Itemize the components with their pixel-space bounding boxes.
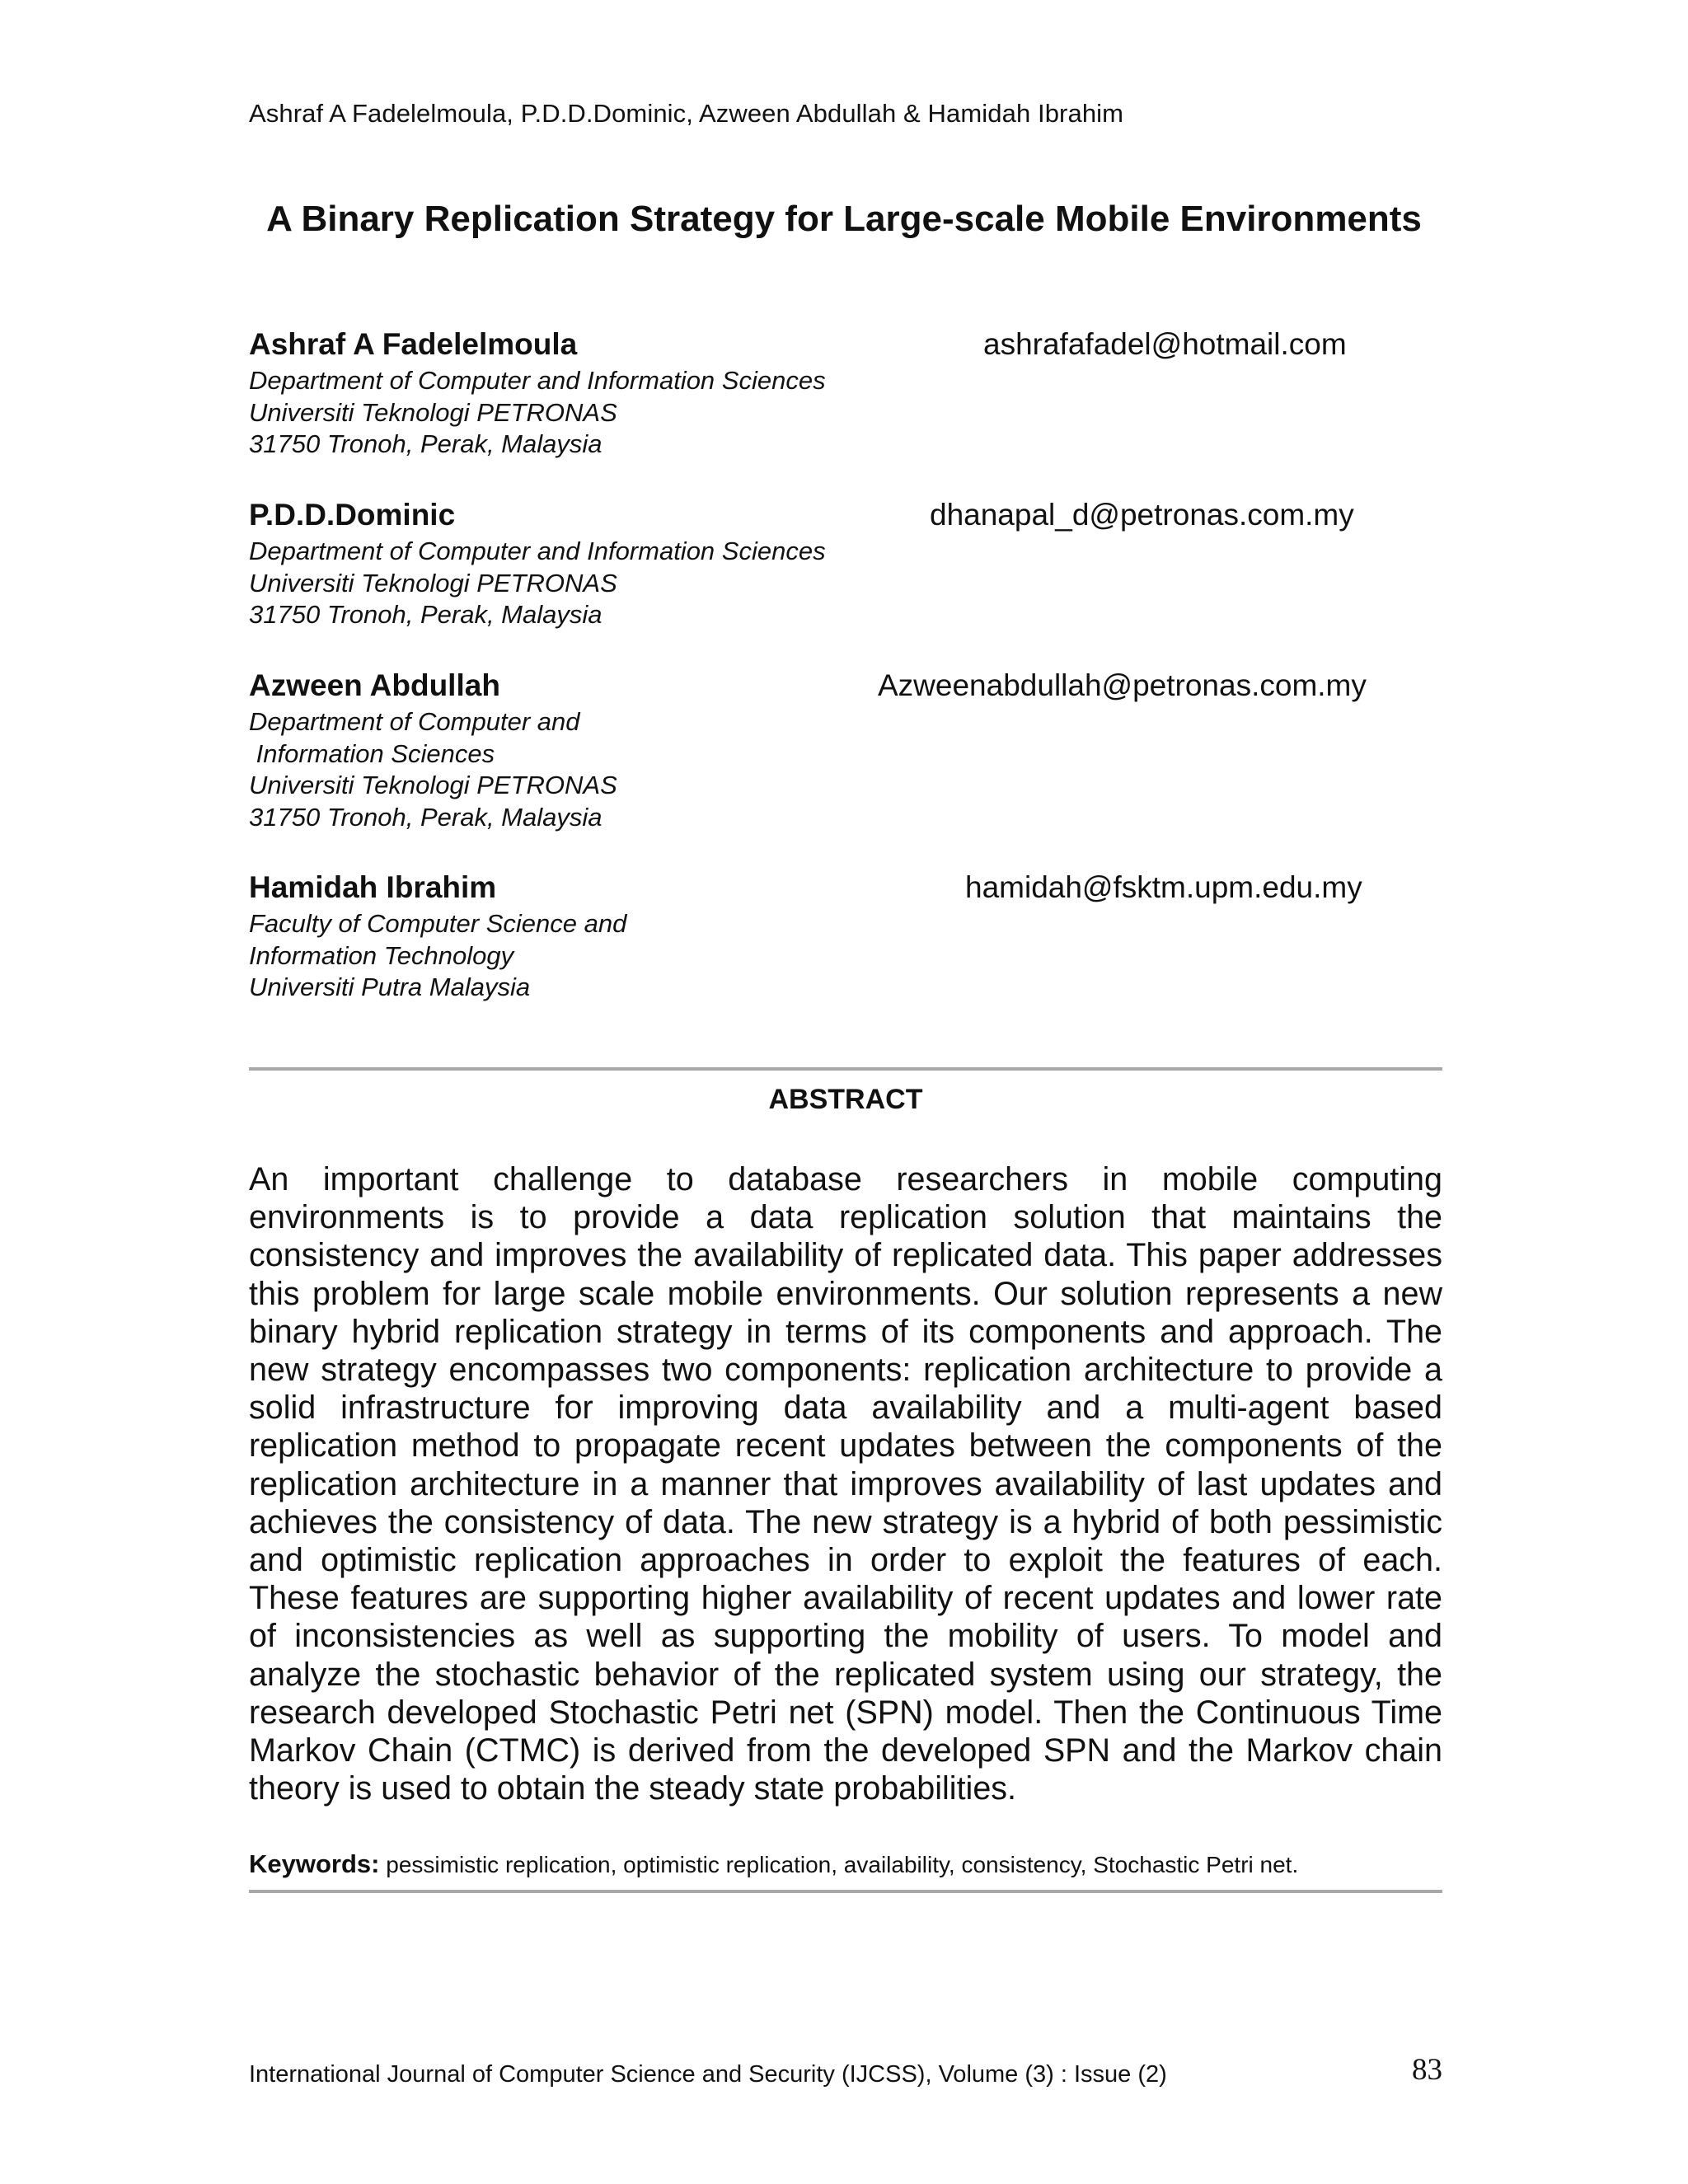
author-affiliation: Department of Computer and Information Sciences Universiti Teknologi PETRONAS 31750 Tronoh, Perak, Malaysia — [249, 537, 826, 629]
author-email[interactable]: Azweenabdullah@petronas.com.my — [878, 668, 1367, 702]
paper-title — [247, 196, 1441, 241]
journal-footer: International Journal of Computer Science and Security (IJCSS), Volume (3) : Issue (2) — [249, 2061, 1167, 2088]
bottom-divider — [249, 1890, 1442, 1893]
author-email[interactable]: dhanapal_d@petronas.com.my — [930, 498, 1354, 532]
paper-title-text: A Binary Replication Strategy for Large-scale Mobile Environments — [266, 199, 1422, 239]
running-head: Ashraf A Fadelelmoula, P.D.D.Dominic, Azween Abdullah & Hamidah Ibrahim — [249, 99, 1124, 128]
author-block-3 — [249, 668, 617, 833]
author-name: Hamidah Ibrahim — [249, 870, 497, 904]
author-email[interactable]: hamidah@fsktm.upm.edu.my — [965, 870, 1362, 904]
author-block-2 — [249, 498, 826, 631]
author-affiliation: Faculty of Computer Science and Information Technology Universiti Putra Malaysia — [249, 909, 627, 1001]
top-divider — [249, 1067, 1442, 1071]
author-name: Ashraf A Fadelelmoula — [249, 327, 578, 361]
author-block-4 — [249, 870, 626, 1004]
author-block-1 — [249, 327, 826, 461]
author-name: Azween Abdullah — [249, 668, 500, 702]
keywords-line — [249, 1848, 1442, 1882]
author-email[interactable]: ashrafafadel@hotmail.com — [983, 327, 1347, 361]
author-name: P.D.D.Dominic — [249, 498, 456, 532]
page-number: 83 — [1412, 2053, 1442, 2087]
author-affiliation: Department of Computer and Information Sciences Universiti Teknologi PETRONAS 31750 Tronoh, Perak, Malaysia — [249, 366, 826, 458]
abstract-heading: ABSTRACT — [768, 1084, 923, 1115]
abstract-text: An important challenge to database researchers in mobile computing environments is to provide a data replication solution that maintains the consistency and improves the availability of replicated data. This paper addresses this problem for large scale mobile environments. Our solution represents a new binary hybrid replication strategy in terms of its components and approach. The new strategy encompasses two components: replication architecture to provide a solid infrastructure for improving data availability and a multi-agent based replication method to propagate recent updates between the components of the replication architecture in a manner that improves availability of last updates and achieves the consistency of data. The new strategy is a hybrid of both pessimistic and optimistic replication approaches in order to exploit the features of each. These features are supporting higher availability of recent updates and lower rate of inconsistencies as well as supporting the mobility of users. To model and analyze the stochastic behavior of the replicated system using our strategy, the research developed Stochastic Petri net (SPN) model. Then the Continuous Time Markov Chain (CTMC) is derived from the developed SPN and the Markov chain theory is used to obtain the steady state probabilities. — [249, 1161, 1442, 1807]
keywords-label: Keywords: — [249, 1849, 380, 1878]
author-affiliation: Department of Computer and Information Sciences Universiti Teknologi PETRONAS 31750 Tronoh, Perak, Malaysia — [249, 707, 617, 832]
keywords-text: pessimistic replication, optimistic replication, availability, consistency, Stochastic Petri net. — [386, 1852, 1299, 1877]
